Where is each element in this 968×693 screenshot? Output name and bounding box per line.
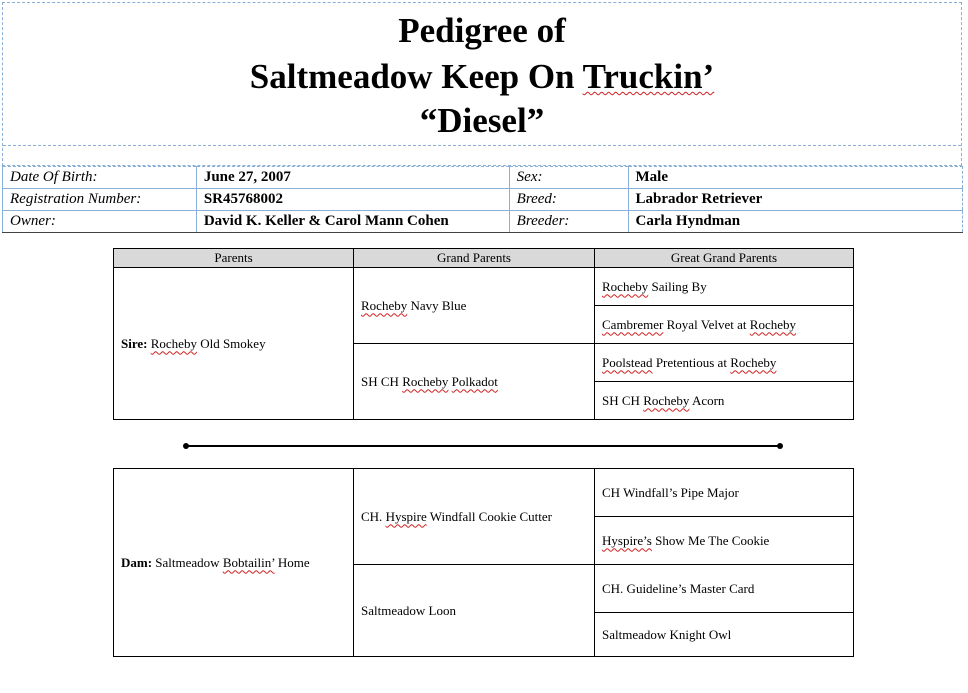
divider-end-dot [777,443,783,449]
info-row [3,167,963,189]
sire-cell [114,268,354,420]
dog-info-table [2,166,963,233]
dam-label: Dam: [121,554,153,570]
sire-label: Sire: [121,335,148,351]
sire-name: Old Smokey [196,335,266,351]
dam-grandparent-1: CH. Hyspire Windfall Cookie Cutter [354,469,595,565]
sire-name-prefix: Rocheby [150,335,197,351]
sex-label: Sex: [509,167,628,189]
title-gridline [3,145,961,146]
sire-grandparent-1: Rocheby Navy Blue [354,268,595,344]
owner-label: Owner: [3,211,197,233]
title-line-2 [3,57,961,97]
registration-label: Registration Number: [3,189,197,211]
dam-great-grandparent-3: CH. Guideline’s Master Card [595,565,854,613]
section-divider [186,445,781,447]
registration-value: SR45768002 [196,189,509,211]
dam-grandparent-2: Saltmeadow Loon [354,565,595,657]
breed-value: Labrador Retriever [628,189,962,211]
owner-value: David K. Keller & Carol Mann Cohen [196,211,509,233]
sire-grandparent-2: SH CH Rocheby Polkadot [354,344,595,420]
sex-value: Male [628,167,962,189]
header-great-grand-parents: Great Grand Parents [595,249,854,268]
title-block [2,2,962,166]
dam-cell: Dam: Saltmeadow Bobtailin’ Home [114,469,354,657]
sire-great-grandparent-1: Rocheby Sailing By [595,268,854,306]
breed-label: Breed: [509,189,628,211]
dam-great-grandparent-1: CH Windfall’s Pipe Major [595,469,854,517]
info-row [3,189,963,211]
sire-pedigree-table [113,248,854,420]
title-line-1: Pedigree of [398,11,566,50]
info-row [3,211,963,233]
dam-great-grandparent-2: Hyspire’s Show Me The Cookie [595,517,854,565]
title-line-3: “Diesel” [419,101,545,140]
dob-value: June 27, 2007 [196,167,509,189]
title-dog-name: Saltmeadow Keep On [249,57,583,96]
dam-pedigree-table [113,468,854,657]
dam-great-grandparent-4: Saltmeadow Knight Owl [595,613,854,657]
sire-great-grandparent-3: Poolstead Pretentious at Rocheby [595,344,854,382]
breeder-label: Breeder: [509,211,628,233]
sire-great-grandparent-2: Cambremer Royal Velvet at Rocheby [595,306,854,344]
divider-end-dot [183,443,189,449]
header-parents: Parents [114,249,354,268]
dob-label: Date Of Birth: [3,167,197,189]
breeder-value: Carla Hyndman [628,211,962,233]
sire-great-grandparent-4: SH CH Rocheby Acorn [595,382,854,420]
title-dog-name-end: Truckin’ [582,57,715,96]
header-grand-parents: Grand Parents [354,249,595,268]
